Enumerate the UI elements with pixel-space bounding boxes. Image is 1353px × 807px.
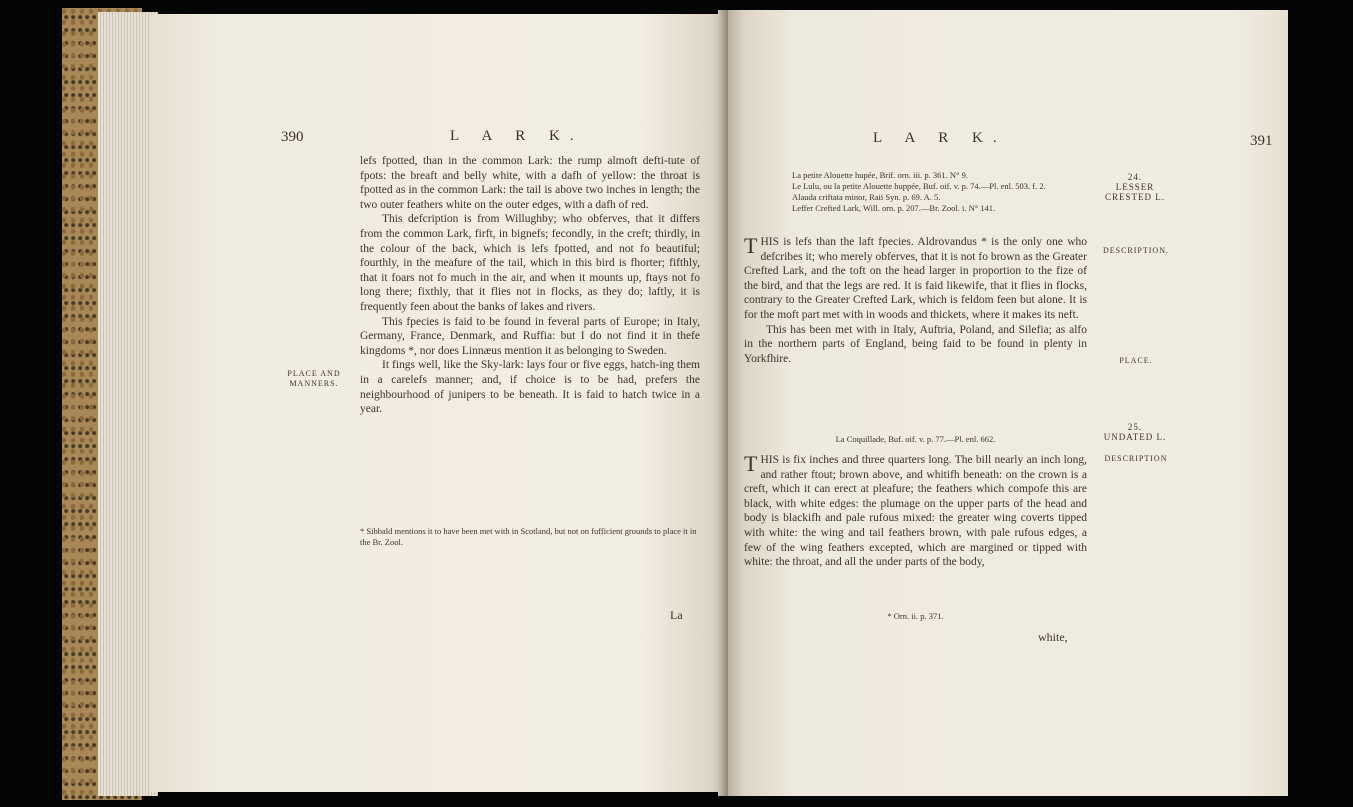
synonym-line: Alauda criftata minor, Raii Syn. p. 69. A. 5. bbox=[792, 192, 941, 202]
left-footnote: * Sibbald mentions it to have been met with in Scotland, but not on fufficient grounds to place it in the Br. Zool. bbox=[360, 526, 697, 547]
margin-note-description: DESCRIPTION. bbox=[1102, 246, 1169, 255]
right-paragraph-2: This has been met with in Italy, Auftria, Poland, and Silefia; as alfo in the northern parts of England, being faid to be found in plenty in Yorkfhire. bbox=[744, 323, 1087, 365]
left-running-head: L A R K. bbox=[450, 128, 584, 144]
species-24-label bbox=[1095, 172, 1175, 202]
drop-cap: T bbox=[744, 451, 758, 476]
drop-cap: T bbox=[744, 233, 758, 258]
right-description-1 bbox=[744, 235, 1087, 366]
synonym-undated: La Coquillade, Buf. oif. v. p. 77.—Pl. enl. 662. bbox=[835, 434, 996, 444]
right-paragraph-1: THIS is lefs than the laft fpecies. Aldrovandus * is the only one who defcribes it; who merely obferves, that it is not fo brown as the Greater Crefted Lark, and the toft on the head larger in proportion to the fize of the bird, and that the legs are red. It is faid likewife, that it flies in flocks, contrary to the Greater Crefted Lark, which is feldom feen but alone. It is for the moft part met with in woods and thickets, where it makes its neft. bbox=[744, 233, 1087, 321]
right-paragraph-3: THIS is fix inches and three quarters long. The bill nearly an inch long, and rather ftout; brown above, and whitifh beneath: on the crown is a creft, which it can erect at pleafure; the feathers which compofe this are black, with white edges: the plumage on the upper parts of the head and body is blackifh and pale rufous mixed: the greater wing coverts tipped with white: the wing and tail feathers brown, with pale rufous edges, a few of the wing feathers excepted, which are margined or tipped with white: the throat, and all the under parts of the body, bbox=[744, 451, 1087, 569]
left-paragraph-2: This defcription is from Willughby; who obferves, that it differs from the common Lark, firft, in bignefs; fecondly, in the creft; thirdly, in the colour of the back, which is lefs fpotted, and not fo beautiful; fourthly, in the meafure of the tail, which in this bird is fhorter; fifthly, that it foars not fo much in the air, and when it mounts up, ftays not fo long there; fixthly, that it flies not in flocks, as they do; laftly, it is frequently feen about the banks of lakes and rivers. bbox=[360, 213, 700, 313]
right-catchword: white, bbox=[1038, 630, 1068, 644]
species-25-label bbox=[1095, 422, 1175, 442]
synonyms-lesser-crested bbox=[792, 170, 1092, 214]
left-page bbox=[150, 14, 728, 792]
species-number: 24. bbox=[1127, 172, 1143, 182]
margin-note-place: PLACE. bbox=[1119, 356, 1153, 365]
right-description-2 bbox=[744, 453, 1087, 570]
species-name: UNDATED L. bbox=[1103, 432, 1167, 442]
species-name: LESSER CRESTED L. bbox=[1104, 182, 1165, 202]
left-page-number: 390 bbox=[281, 129, 304, 145]
left-paragraph-3: This fpecies is faid to be found in feveral parts of Europe; in Italy, Germany, France, Denmark, and Ruffia: but I do not find it in thefe kingdoms *, nor does Linnæus mention it as belonging to Sweden. bbox=[360, 315, 700, 357]
left-body-text bbox=[360, 154, 700, 417]
right-footnote: * Orn. ii. p. 371. bbox=[887, 611, 944, 621]
left-paragraph-4: It fings well, like the Sky-lark: lays four or five eggs, hatch-ing them in a carelefs manner; and, if choice is to be had, prefers the neighbourhood of junipers to be beneath. It is faid to hatch twice in a year. bbox=[360, 359, 700, 416]
page-edges bbox=[98, 12, 158, 796]
right-page-number: 391 bbox=[1250, 133, 1273, 149]
species-number: 25. bbox=[1127, 422, 1143, 432]
right-page bbox=[728, 10, 1288, 796]
synonym-line: Le Lulu, ou la petite Alouette huppée, Buf. oif. v. p. 74.—Pl. enl. 503. f. 2. bbox=[792, 181, 1046, 191]
synonym-line: La petite Alouette hupée, Brif. orn. iii. p. 361. N° 9. bbox=[792, 170, 968, 180]
synonym-line: Leffer Crefted Lark, Will. orn. p. 207.—Br. Zool. i. N° 141. bbox=[792, 203, 996, 213]
margin-note-place-and-manners: PLACE AND MANNERS. bbox=[287, 369, 341, 388]
right-running-head: L A R K. bbox=[873, 130, 1007, 146]
left-paragraph-1: lefs fpotted, than in the common Lark: the rump almoft defti-tute of fpots: the breaft and belly white, with a dafh of yellow: the throat is fpotted as in the common Lark: the tail is above two inches in length; the two outer feathers white on the outer edges, with a dafh of red. bbox=[360, 155, 700, 211]
margin-note-description-2: DESCRIPTION bbox=[1104, 454, 1168, 463]
left-catchword: La bbox=[670, 608, 683, 622]
